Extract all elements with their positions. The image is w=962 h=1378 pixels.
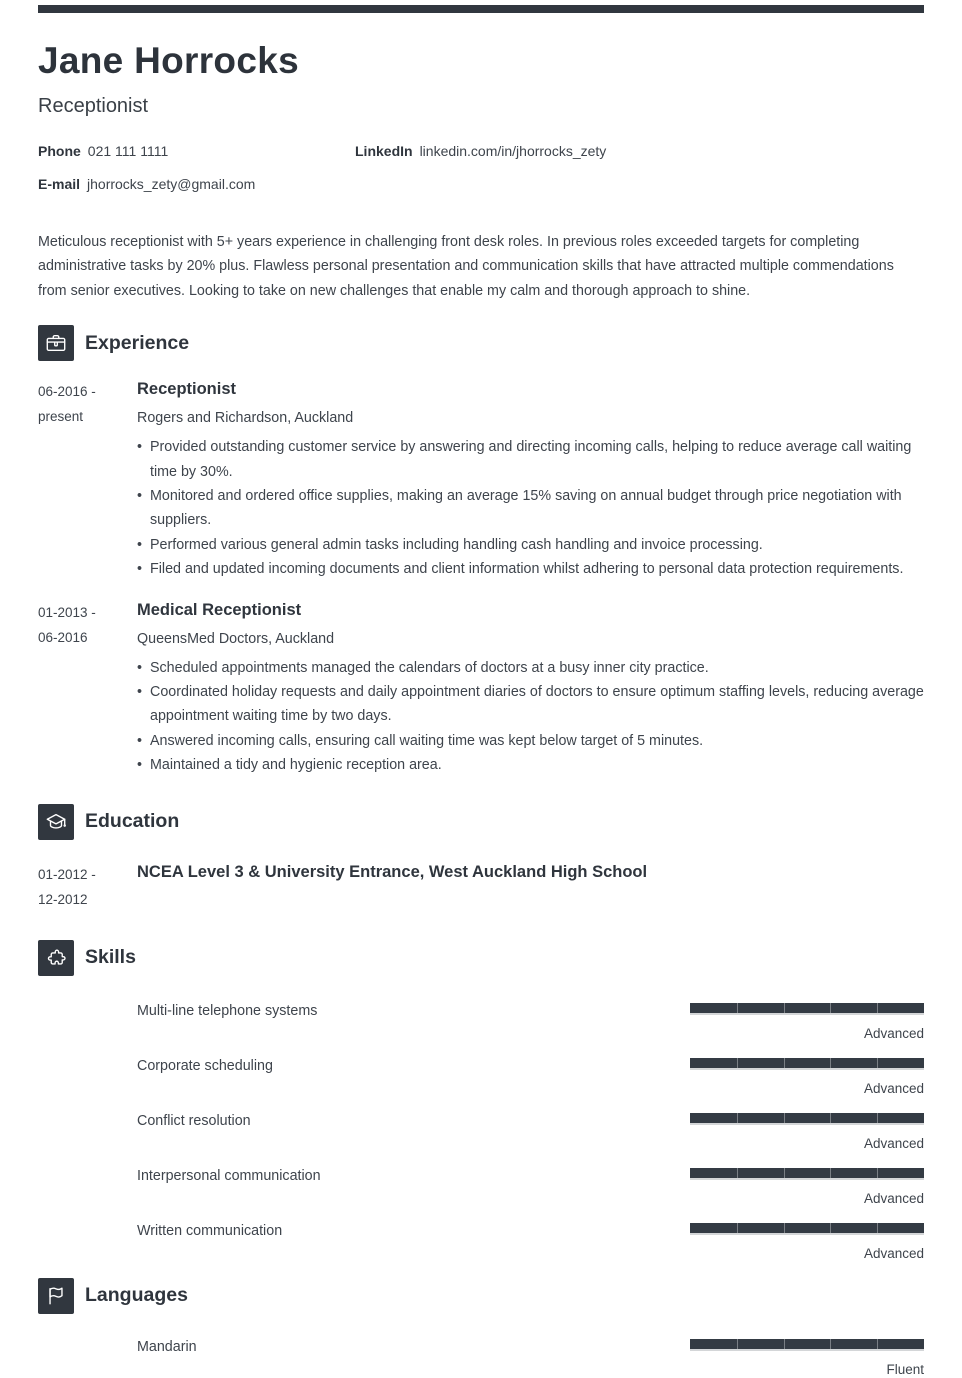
bar-segment-divider [784,1003,785,1013]
entry-date-to: present [38,409,84,425]
skill-name: Conflict resolution [137,1112,251,1129]
skill-level-bar [690,1058,924,1070]
entry-company: QueensMed Doctors, Auckland [137,630,335,647]
section-title-education: Education [85,810,180,833]
entry-body [137,860,924,912]
entry-dates [38,377,137,581]
resume-job-title: Receptionist [38,95,149,117]
bar-segment-divider [784,1168,785,1178]
bullet-item: • Performed various general admin tasks including handling cash handling and invoice processing. [137,533,924,557]
email-value: jhorrocks_zety@gmail.com [87,176,256,192]
language-name: Mandarin [137,1338,197,1355]
top-accent-bar [38,5,924,13]
bar-segment-divider [877,1339,878,1349]
entry-company: Rogers and Richardson, Auckland [137,410,354,427]
bullet-item: • Monitored and ordered office supplies, making an average 15% saving on annual budget through price negotiation with suppliers. [137,484,924,533]
language-bar-block [690,1339,924,1378]
language-level-label: Fluent [886,1361,924,1377]
bar-segment-divider [737,1223,738,1233]
bar-segment-divider [830,1223,831,1233]
bar-segment-divider [877,1113,878,1123]
entry-title: NCEA Level 3 & University Entrance, West Auckland High School [137,862,648,881]
skill-level-bar [690,1113,924,1125]
skill-bar-block [690,1223,924,1262]
bar-segment-divider [784,1113,785,1123]
skill-level-label: Advanced [863,1245,924,1261]
linkedin-value: linkedin.com/in/jhorrocks_zety [419,143,607,159]
entry-bullets [137,435,924,581]
contact-phone [38,143,355,159]
section-title-languages: Languages [85,1284,188,1307]
bar-segment-divider [877,1058,878,1068]
entry-date-from: 01-2013 - [38,604,96,620]
linkedin-label: LinkedIn [355,143,413,159]
bar-segment-divider [737,1168,738,1178]
bullet-item: • Filed and updated incoming documents and client information whilst adhering to personal data protection requirements. [137,557,924,581]
entry-date-from: 06-2016 - [38,384,96,400]
entry-bullets [137,656,924,778]
bar-segment-divider [830,1058,831,1068]
skill-level-label: Advanced [863,1080,924,1096]
bar-segment-divider [784,1223,785,1233]
skill-row [137,1003,924,1042]
bullet-item: • Answered incoming calls, ensuring call waiting time was kept below target of 5 minutes. [137,729,924,753]
skill-bar-block [690,1168,924,1207]
skill-level-bar [690,1168,924,1180]
skill-name: Written communication [137,1222,283,1239]
language-row [137,1339,924,1378]
bar-segment-divider [737,1003,738,1013]
skill-row [137,1058,924,1097]
skill-bar-block [690,1058,924,1097]
bar-segment-divider [784,1339,785,1349]
briefcase-icon [38,325,74,361]
education-entry [38,860,924,912]
section-header-education [38,804,924,840]
bar-segment-divider [737,1058,738,1068]
entry-date-to: 12-2012 [38,891,88,907]
bullet-item: • Scheduled appointments managed the calendars of doctors at a busy inner city practice. [137,656,924,680]
skill-row [137,1113,924,1152]
bar-segment-divider [877,1168,878,1178]
bar-segment-divider [737,1113,738,1123]
skill-level-bar [690,1223,924,1235]
bullet-item: • Coordinated holiday requests and daily appointment diaries of doctors to ensure optimum staffing levels, reducing average appointment waiting time by two days. [137,680,924,729]
section-header-experience [38,325,924,361]
bar-segment-divider [830,1113,831,1123]
skill-name: Interpersonal communication [137,1167,321,1184]
entry-title: Receptionist [137,380,237,399]
bullet-item: • Provided outstanding customer service by answering and directing incoming calls, helping to reduce average call waiting time by 30%. [137,435,924,484]
entry-title: Medical Receptionist [137,600,302,619]
entry-body [137,598,924,778]
skill-row [137,1168,924,1207]
email-label: E-mail [38,176,81,192]
experience-entry [38,598,924,778]
skill-level-label: Advanced [863,1135,924,1151]
skill-row [137,1223,924,1262]
skill-level-bar [690,1003,924,1015]
languages-list [38,1339,924,1378]
skill-name: Corporate scheduling [137,1057,273,1074]
entry-date-from: 01-2012 - [38,866,96,882]
skills-list [38,1003,924,1262]
bar-segment-divider [830,1168,831,1178]
flag-icon [38,1278,74,1314]
bar-segment-divider [784,1058,785,1068]
section-header-skills [38,940,924,976]
skill-name: Multi-line telephone systems [137,1002,318,1019]
entry-body [137,377,924,581]
phone-value: 021 111 1111 [87,143,169,159]
graduation-cap-icon [38,804,74,840]
section-header-languages [38,1278,924,1314]
bullet-item: • Maintained a tidy and hygienic reception area. [137,753,924,777]
bar-segment-divider [877,1223,878,1233]
bar-segment-divider [877,1003,878,1013]
experience-entry [38,377,924,581]
language-level-bar [690,1339,924,1351]
section-title-experience: Experience [85,331,190,354]
resume-page [0,5,962,1378]
contact-email [38,176,355,192]
resume-name: Jane Horrocks [38,40,299,81]
bar-segment-divider [737,1339,738,1349]
phone-label: Phone [38,143,81,159]
bar-segment-divider [830,1339,831,1349]
skill-bar-block [690,1003,924,1042]
section-title-skills: Skills [85,946,136,969]
contact-linkedin [355,143,924,159]
entry-dates [38,860,137,912]
bar-segment-divider [830,1003,831,1013]
skill-level-label: Advanced [863,1190,924,1206]
skill-level-label: Advanced [863,1025,924,1041]
skill-bar-block [690,1113,924,1152]
entry-date-to: 06-2016 [38,629,88,645]
contact-block [38,143,924,192]
puzzle-icon [38,940,74,976]
entry-dates [38,598,137,778]
summary-text: Meticulous receptionist with 5+ years experience in challenging front desk roles. In previous roles exceeded targets for completing administrative tasks by 20% plus. Flawless personal presentation and communication skills that have attracted multiple commendations from senior executives. Looking to take on new challenges that enable my calm and thorough approach to shine. [38,234,894,299]
